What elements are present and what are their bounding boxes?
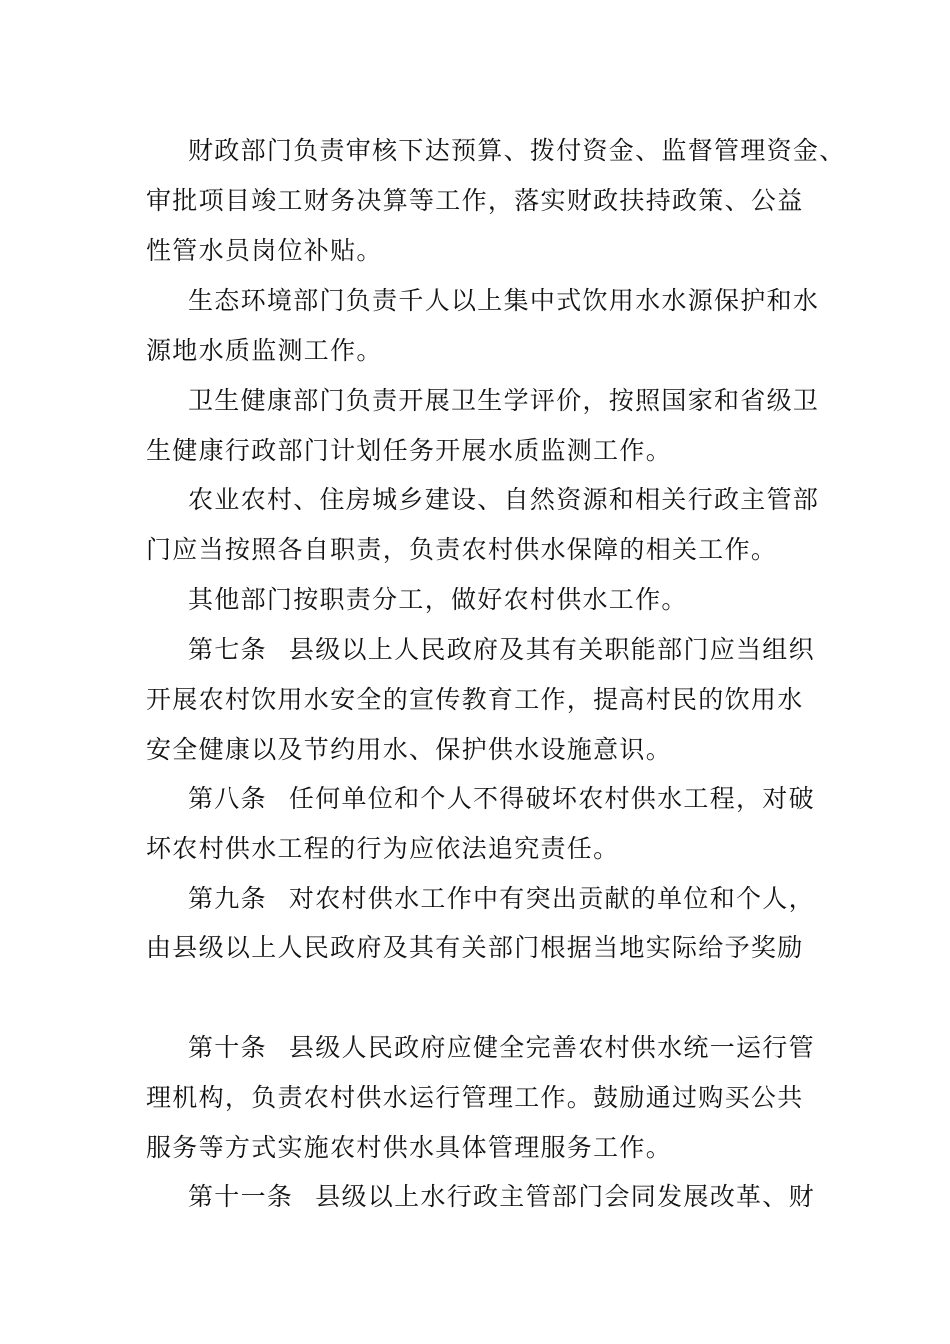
paragraph-line: 农业农村、住房城乡建设、自然资源和相关行政主管部 [188, 485, 820, 514]
paragraph-line: 任何单位和个人不得破坏农村供水工程，对破 [288, 784, 815, 813]
paragraph-line: 生态环境部门负责千人以上集中式饮用水水源保护和水 [188, 286, 820, 315]
article-first-line [188, 634, 815, 666]
article-number: 第九条 [188, 884, 267, 913]
paragraph-line: 审批项目竣工财务决算等工作，落实财政扶持政策、公益 [146, 186, 804, 215]
article-first-line [188, 1032, 815, 1064]
paragraph-line: 源地水质监测工作。 [146, 336, 383, 365]
paragraph-line: 其他部门按职责分工，做好农村供水工作。 [188, 585, 688, 614]
paragraph-line: 县级以上水行政主管部门会同发展改革、财 [315, 1182, 815, 1211]
paragraph-line: 生健康行政部门计划任务开展水质监测工作。 [146, 436, 673, 465]
paragraph-line: 卫生健康部门负责开展卫生学评价，按照国家和省级卫 [188, 386, 820, 415]
paragraph-line: 门应当按照各自职责，负责农村供水保障的相关工作。 [146, 535, 778, 564]
paragraph-line: 开展农村饮用水安全的宣传教育工作，提高村民的饮用水 [146, 685, 804, 714]
paragraph-line: 县级人民政府应健全完善农村供水统一运行管 [288, 1033, 815, 1062]
paragraph-line: 坏农村供水工程的行为应依法追究责任。 [146, 834, 620, 863]
article-first-line [188, 783, 815, 815]
article-first-line [188, 883, 815, 915]
paragraph-line: 服务等方式实施农村供水具体管理服务工作。 [146, 1133, 673, 1162]
paragraph-line: 财政部门负责审核下达预算、拨付资金、监督管理资金、 [188, 136, 846, 165]
article-number: 第八条 [188, 784, 267, 813]
paragraph-line: 由县级以上人民政府及其有关部门根据当地实际给予奖励 [146, 933, 804, 962]
paragraph-line: 县级以上人民政府及其有关职能部门应当组织 [288, 635, 815, 664]
paragraph-line: 理机构，负责农村供水运行管理工作。鼓励通过购买公共 [146, 1083, 804, 1112]
article-number: 第十一条 [188, 1182, 294, 1211]
paragraph-line: 对农村供水工作中有突出贡献的单位和个人， [288, 884, 815, 913]
paragraph-line: 性管水员岗位补贴。 [146, 236, 383, 265]
article-number: 第十条 [188, 1033, 267, 1062]
article-first-line [188, 1181, 815, 1213]
article-number: 第七条 [188, 635, 267, 664]
paragraph-line: 安全健康以及节约用水、保护供水设施意识。 [146, 735, 673, 764]
